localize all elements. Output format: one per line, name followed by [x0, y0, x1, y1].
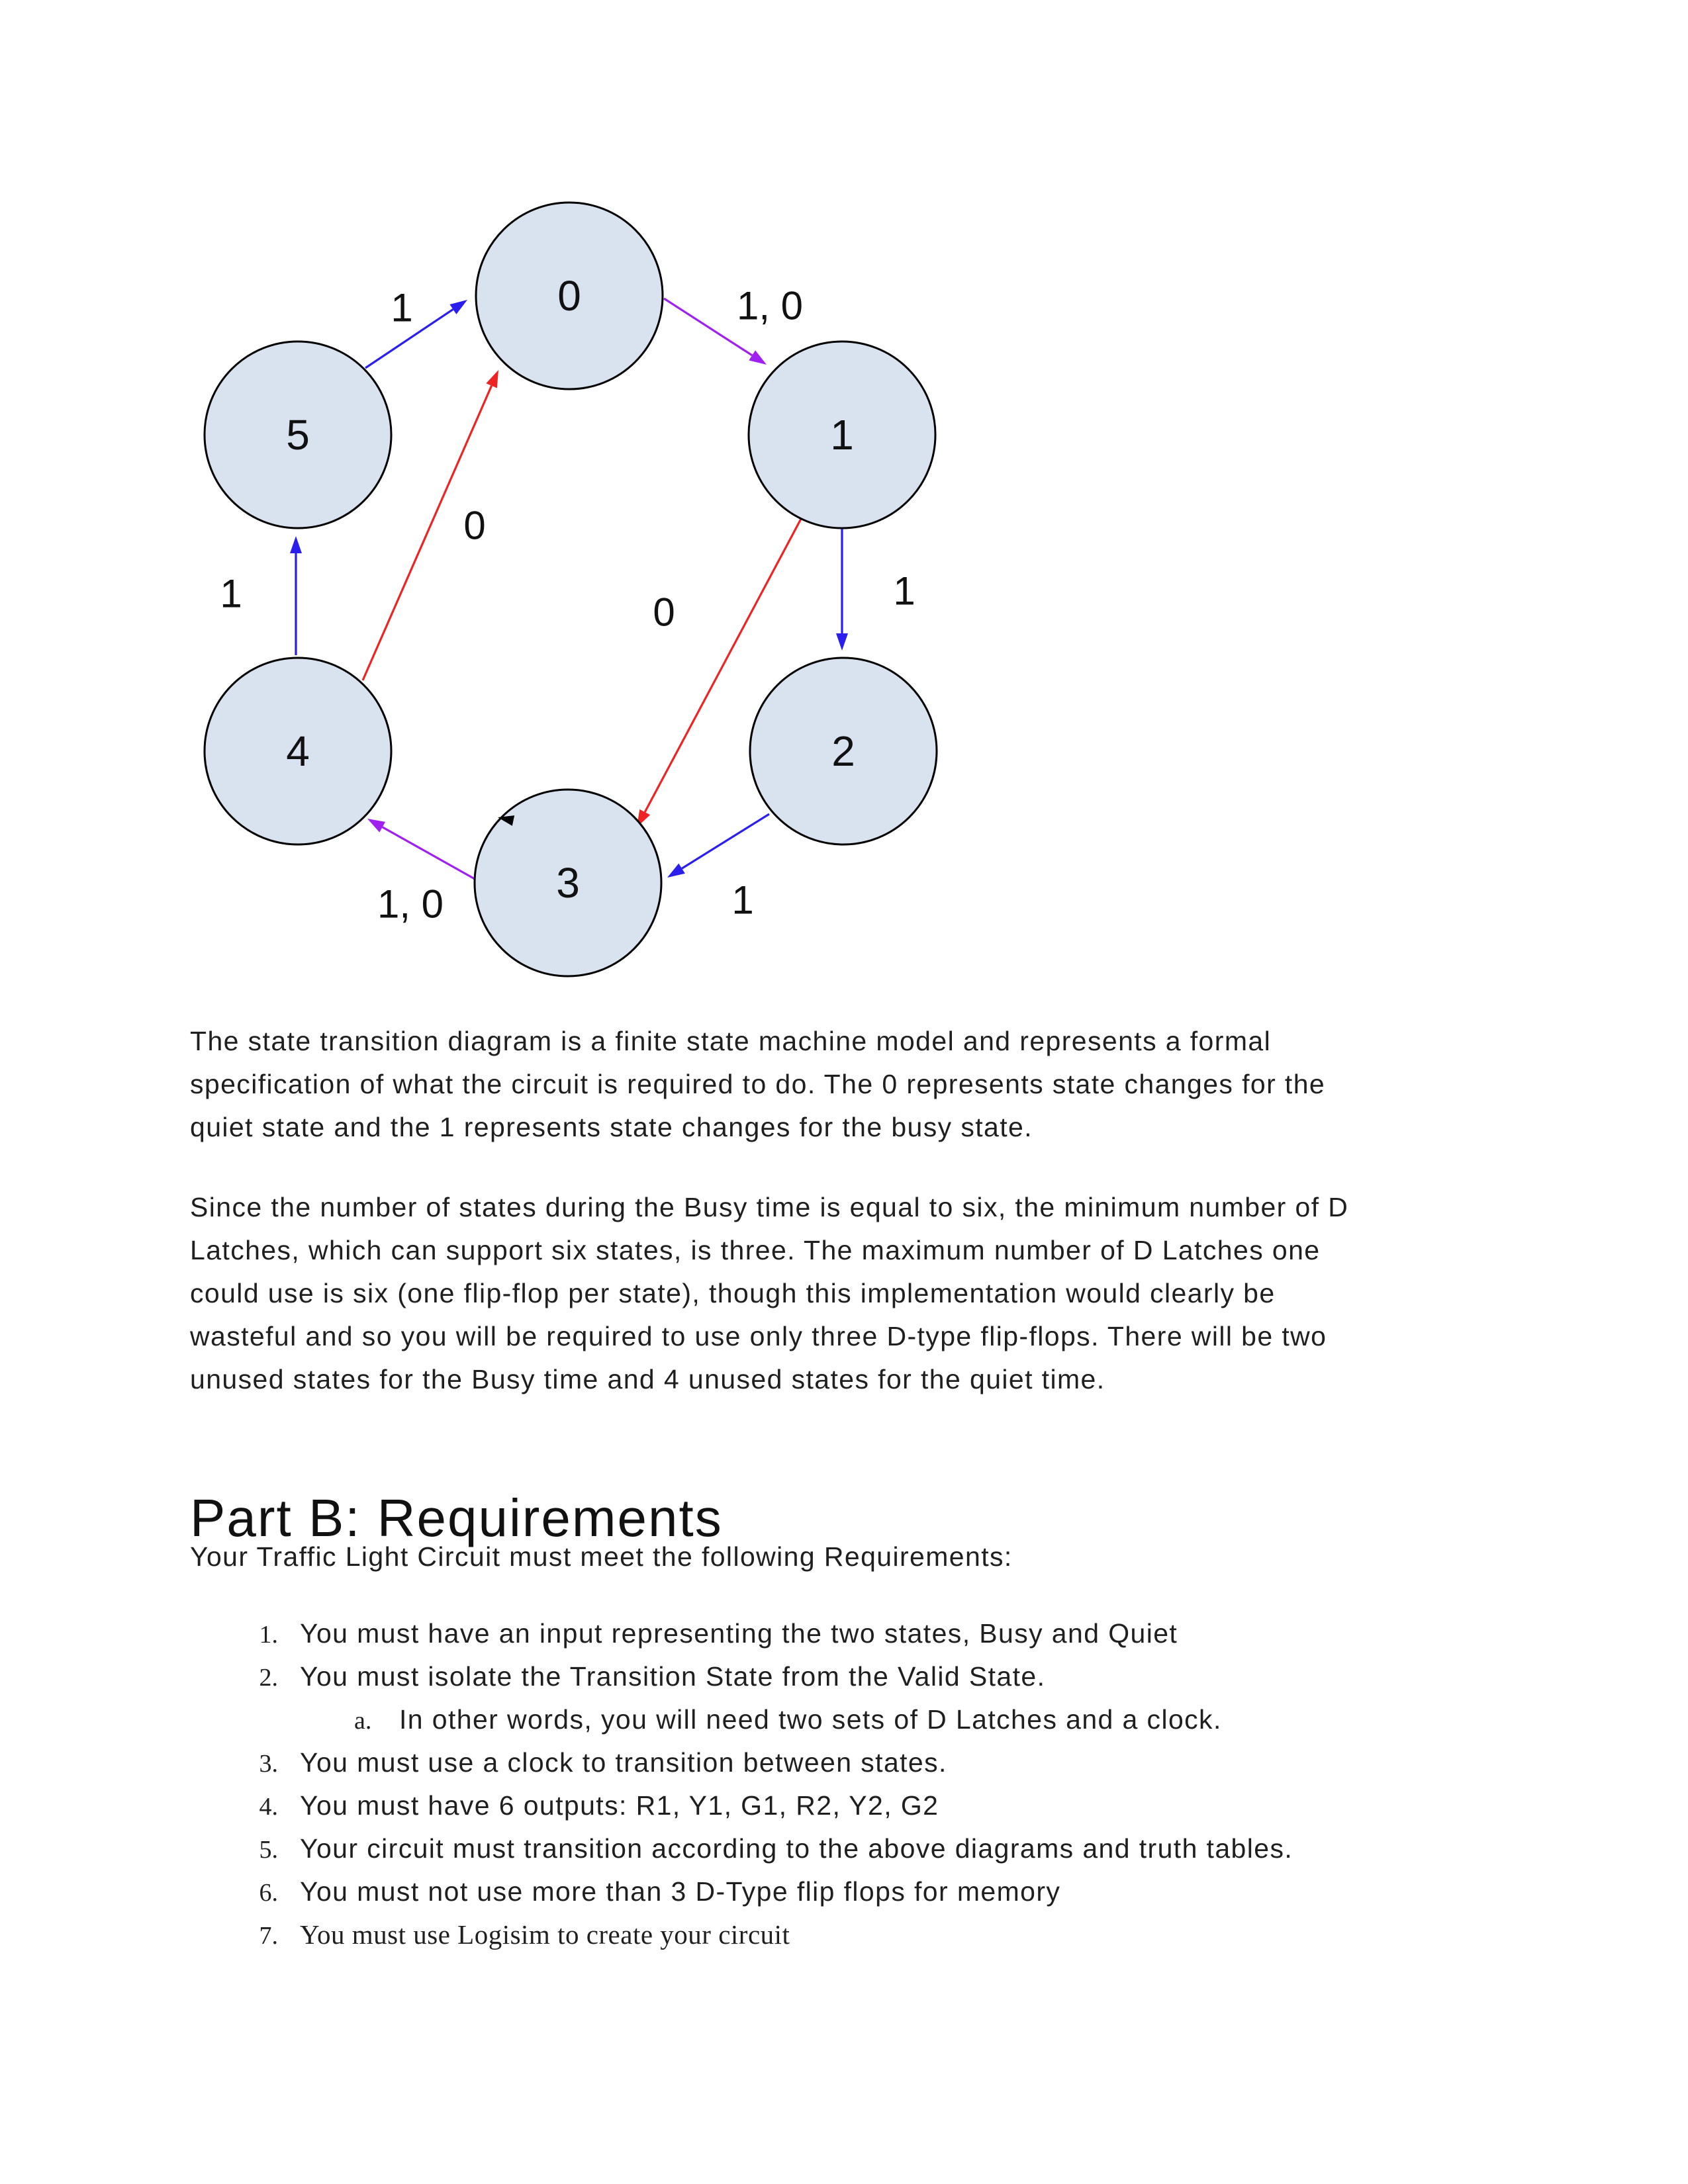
requirement-item-3 [190, 1742, 1580, 1785]
state-node-label: 5 [286, 411, 310, 459]
edge-input-label: 1, 0 [377, 882, 444, 927]
edge-input-label: 0 [463, 503, 486, 548]
requirements-intro: Your Traffic Light Circuit must meet the following Requirements: [190, 1541, 1013, 1572]
requirement-text: You must use a clock to transition between states. [300, 1747, 947, 1778]
list-marker: 2. [259, 1664, 278, 1692]
transition-edge-5-0 [365, 300, 467, 368]
list-marker: 5. [259, 1836, 278, 1864]
paragraph-2: Since the number of states during the Busy time is equal to six, the minimum number of D Latches, which can support six states, is three. The maximum number of D Latches one could use is six (one flip-flop per state), though this implementation would clearly be wasteful and so you will be required to use only three D-type flip-flops. There will be two unused states for the Busy time and 4 unused states for the quiet time. [190, 1192, 1349, 1394]
list-marker: a. [354, 1707, 372, 1735]
requirement-text: You must not use more than 3 D-Type flip flops for memory [300, 1876, 1061, 1907]
state-node-label: 1 [830, 411, 854, 459]
requirement-text: You must isolate the Transition State from the Valid State. [300, 1661, 1046, 1692]
transition-edge-1-2 [836, 529, 848, 651]
state-node-5 [205, 341, 391, 528]
edge-input-label: 1 [893, 569, 915, 614]
state-node-1 [749, 341, 935, 528]
state-node-0 [476, 203, 663, 389]
state-node-label: 3 [556, 859, 580, 907]
requirement-text: You must use Logisim to create your circuit [300, 1919, 790, 1950]
requirement-text: Your circuit must transition according to the above diagrams and truth tables. [300, 1833, 1293, 1864]
state-transition-diagram [0, 0, 1026, 1006]
state-node-2 [750, 658, 937, 844]
requirement-item-4 [190, 1785, 1580, 1828]
requirement-text: You must have 6 outputs: R1, Y1, G1, R2, Y2, G2 [300, 1790, 939, 1821]
state-node-label: 4 [286, 727, 310, 775]
state-node-4 [205, 658, 391, 844]
requirement-item-1 [190, 1613, 1580, 1656]
transition-edge-4-5 [290, 536, 302, 655]
section-heading: Part B: Requirements [190, 1488, 723, 1547]
edge-input-label: 1 [731, 878, 754, 923]
edge-input-label: 1, 0 [736, 283, 804, 328]
state-node-label: 2 [831, 727, 855, 775]
list-marker: 1. [259, 1621, 278, 1649]
edge-input-label: 1 [391, 285, 413, 330]
requirement-item-a [190, 1699, 1580, 1742]
requirement-item-7 [190, 1914, 1580, 1957]
edge-input-label: 0 [653, 590, 675, 635]
list-marker: 7. [259, 1922, 278, 1950]
list-marker: 3. [259, 1750, 278, 1778]
requirement-text: In other words, you will need two sets of D Latches and a clock. [399, 1704, 1222, 1735]
list-marker: 4. [259, 1793, 278, 1821]
transition-edge-2-3 [667, 814, 769, 878]
requirement-item-5 [190, 1828, 1580, 1871]
requirements-list [190, 1613, 1580, 1957]
edge-input-label: 1 [220, 571, 242, 616]
transition-edge-3-4 [367, 819, 475, 879]
requirement-item-2 [190, 1656, 1580, 1699]
requirement-text: You must have an input representing the two states, Busy and Quiet [300, 1618, 1178, 1649]
requirement-item-6 [190, 1871, 1580, 1914]
list-marker: 6. [259, 1879, 278, 1907]
paragraph-1: The state transition diagram is a finite state machine model and represents a formal specification of what the circuit is required to do. The 0 represents state changes for the quiet state and the 1 represents state changes for the busy state. [190, 1026, 1326, 1142]
state-node-label: 0 [557, 272, 581, 320]
